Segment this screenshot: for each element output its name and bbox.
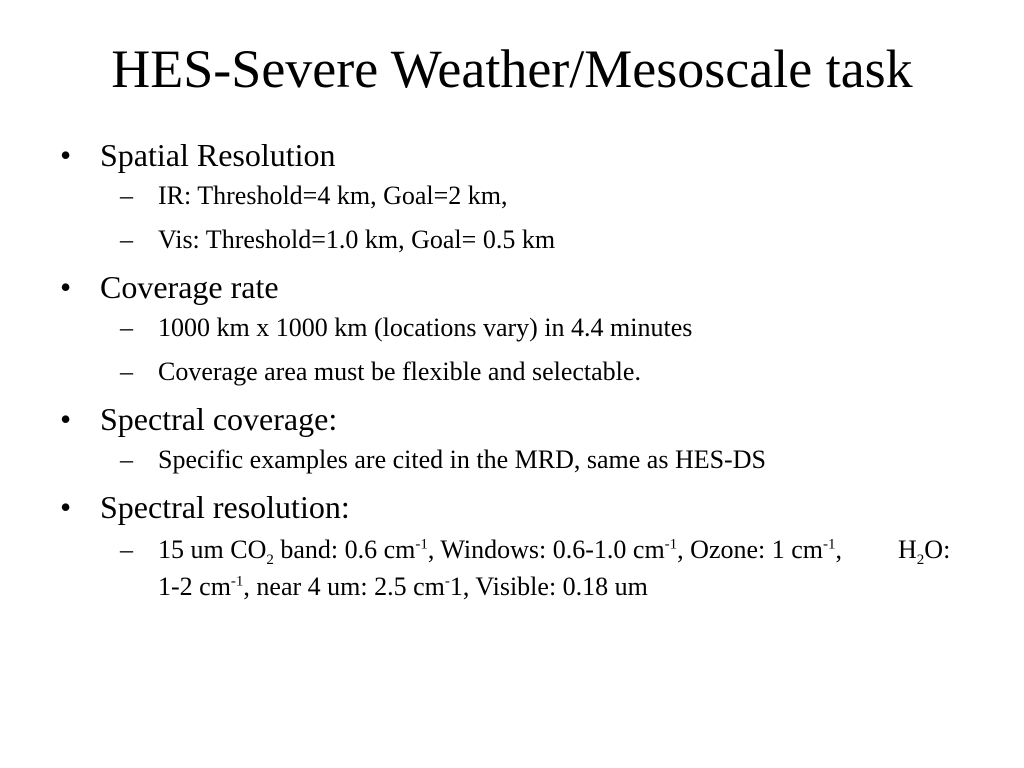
- subscript: 2: [916, 552, 925, 569]
- bullet-text: Spectral resolution:: [100, 489, 350, 525]
- sub-item: [100, 223, 980, 257]
- sub-list: [100, 179, 980, 257]
- text-segment: , Ozone: 1 cm: [677, 535, 824, 564]
- bullet-icon: •: [60, 489, 72, 525]
- sub-list: [100, 311, 980, 389]
- sub-list: [100, 443, 980, 477]
- bullet-icon: •: [60, 137, 72, 173]
- text-segment: H: [898, 535, 917, 564]
- dash-icon: –: [120, 225, 133, 254]
- sub-item: [100, 311, 980, 345]
- text-segment: , Windows: 0.6-1.0 cm: [427, 535, 665, 564]
- sub-item: [100, 443, 980, 477]
- bullet-icon: •: [60, 401, 72, 437]
- sub-item-text: Specific examples are cited in the MRD, same as HES-DS: [158, 445, 766, 474]
- bullet-coverage-rate: [60, 267, 980, 389]
- sub-item-spectral-resolution: [100, 531, 978, 605]
- dash-icon: –: [120, 313, 133, 342]
- superscript: -1: [664, 536, 678, 553]
- sub-item-text: 1000 km x 1000 km (locations vary) in 4.4 minutes: [158, 313, 693, 342]
- text-segment: , near 4 um: 2.5 cm: [243, 572, 445, 601]
- bullet-text: Spectral coverage:: [100, 401, 338, 437]
- bullet-icon: •: [60, 269, 72, 305]
- sub-item: [100, 355, 980, 389]
- sub-item-text: Coverage area must be flexible and selectable.: [158, 357, 641, 386]
- dash-icon: –: [120, 445, 133, 474]
- superscript: -: [444, 573, 450, 590]
- bullet-list: [60, 135, 980, 615]
- sub-item: [100, 179, 980, 213]
- superscript: -1: [415, 536, 428, 553]
- text-segment: 1, Visible: 0.18 um: [449, 572, 648, 601]
- superscript: -1: [823, 536, 836, 553]
- text-segment: 15 um CO: [158, 535, 267, 564]
- dash-icon: –: [120, 357, 133, 386]
- bullet-spectral-coverage: [60, 399, 980, 477]
- bullet-text: Spatial Resolution: [100, 137, 336, 173]
- sub-list: [100, 531, 980, 605]
- sub-item-text: IR: Threshold=4 km, Goal=2 km,: [158, 181, 508, 210]
- subscript: 2: [266, 552, 274, 569]
- text-segment: O: 1-2 cm: [158, 535, 951, 601]
- text-segment: band: 0.6 cm: [273, 535, 416, 564]
- bullet-text: Coverage rate: [100, 269, 279, 305]
- slide-title: HES-Severe Weather/Mesoscale task: [111, 39, 913, 99]
- dash-icon: –: [120, 535, 133, 564]
- sub-item-text: Vis: Threshold=1.0 km, Goal= 0.5 km: [158, 225, 556, 254]
- superscript: -1: [230, 573, 244, 590]
- text-segment: ,: [835, 535, 843, 564]
- dash-icon: –: [120, 181, 133, 210]
- bullet-spatial-resolution: [60, 135, 980, 257]
- bullet-spectral-resolution: [60, 487, 980, 605]
